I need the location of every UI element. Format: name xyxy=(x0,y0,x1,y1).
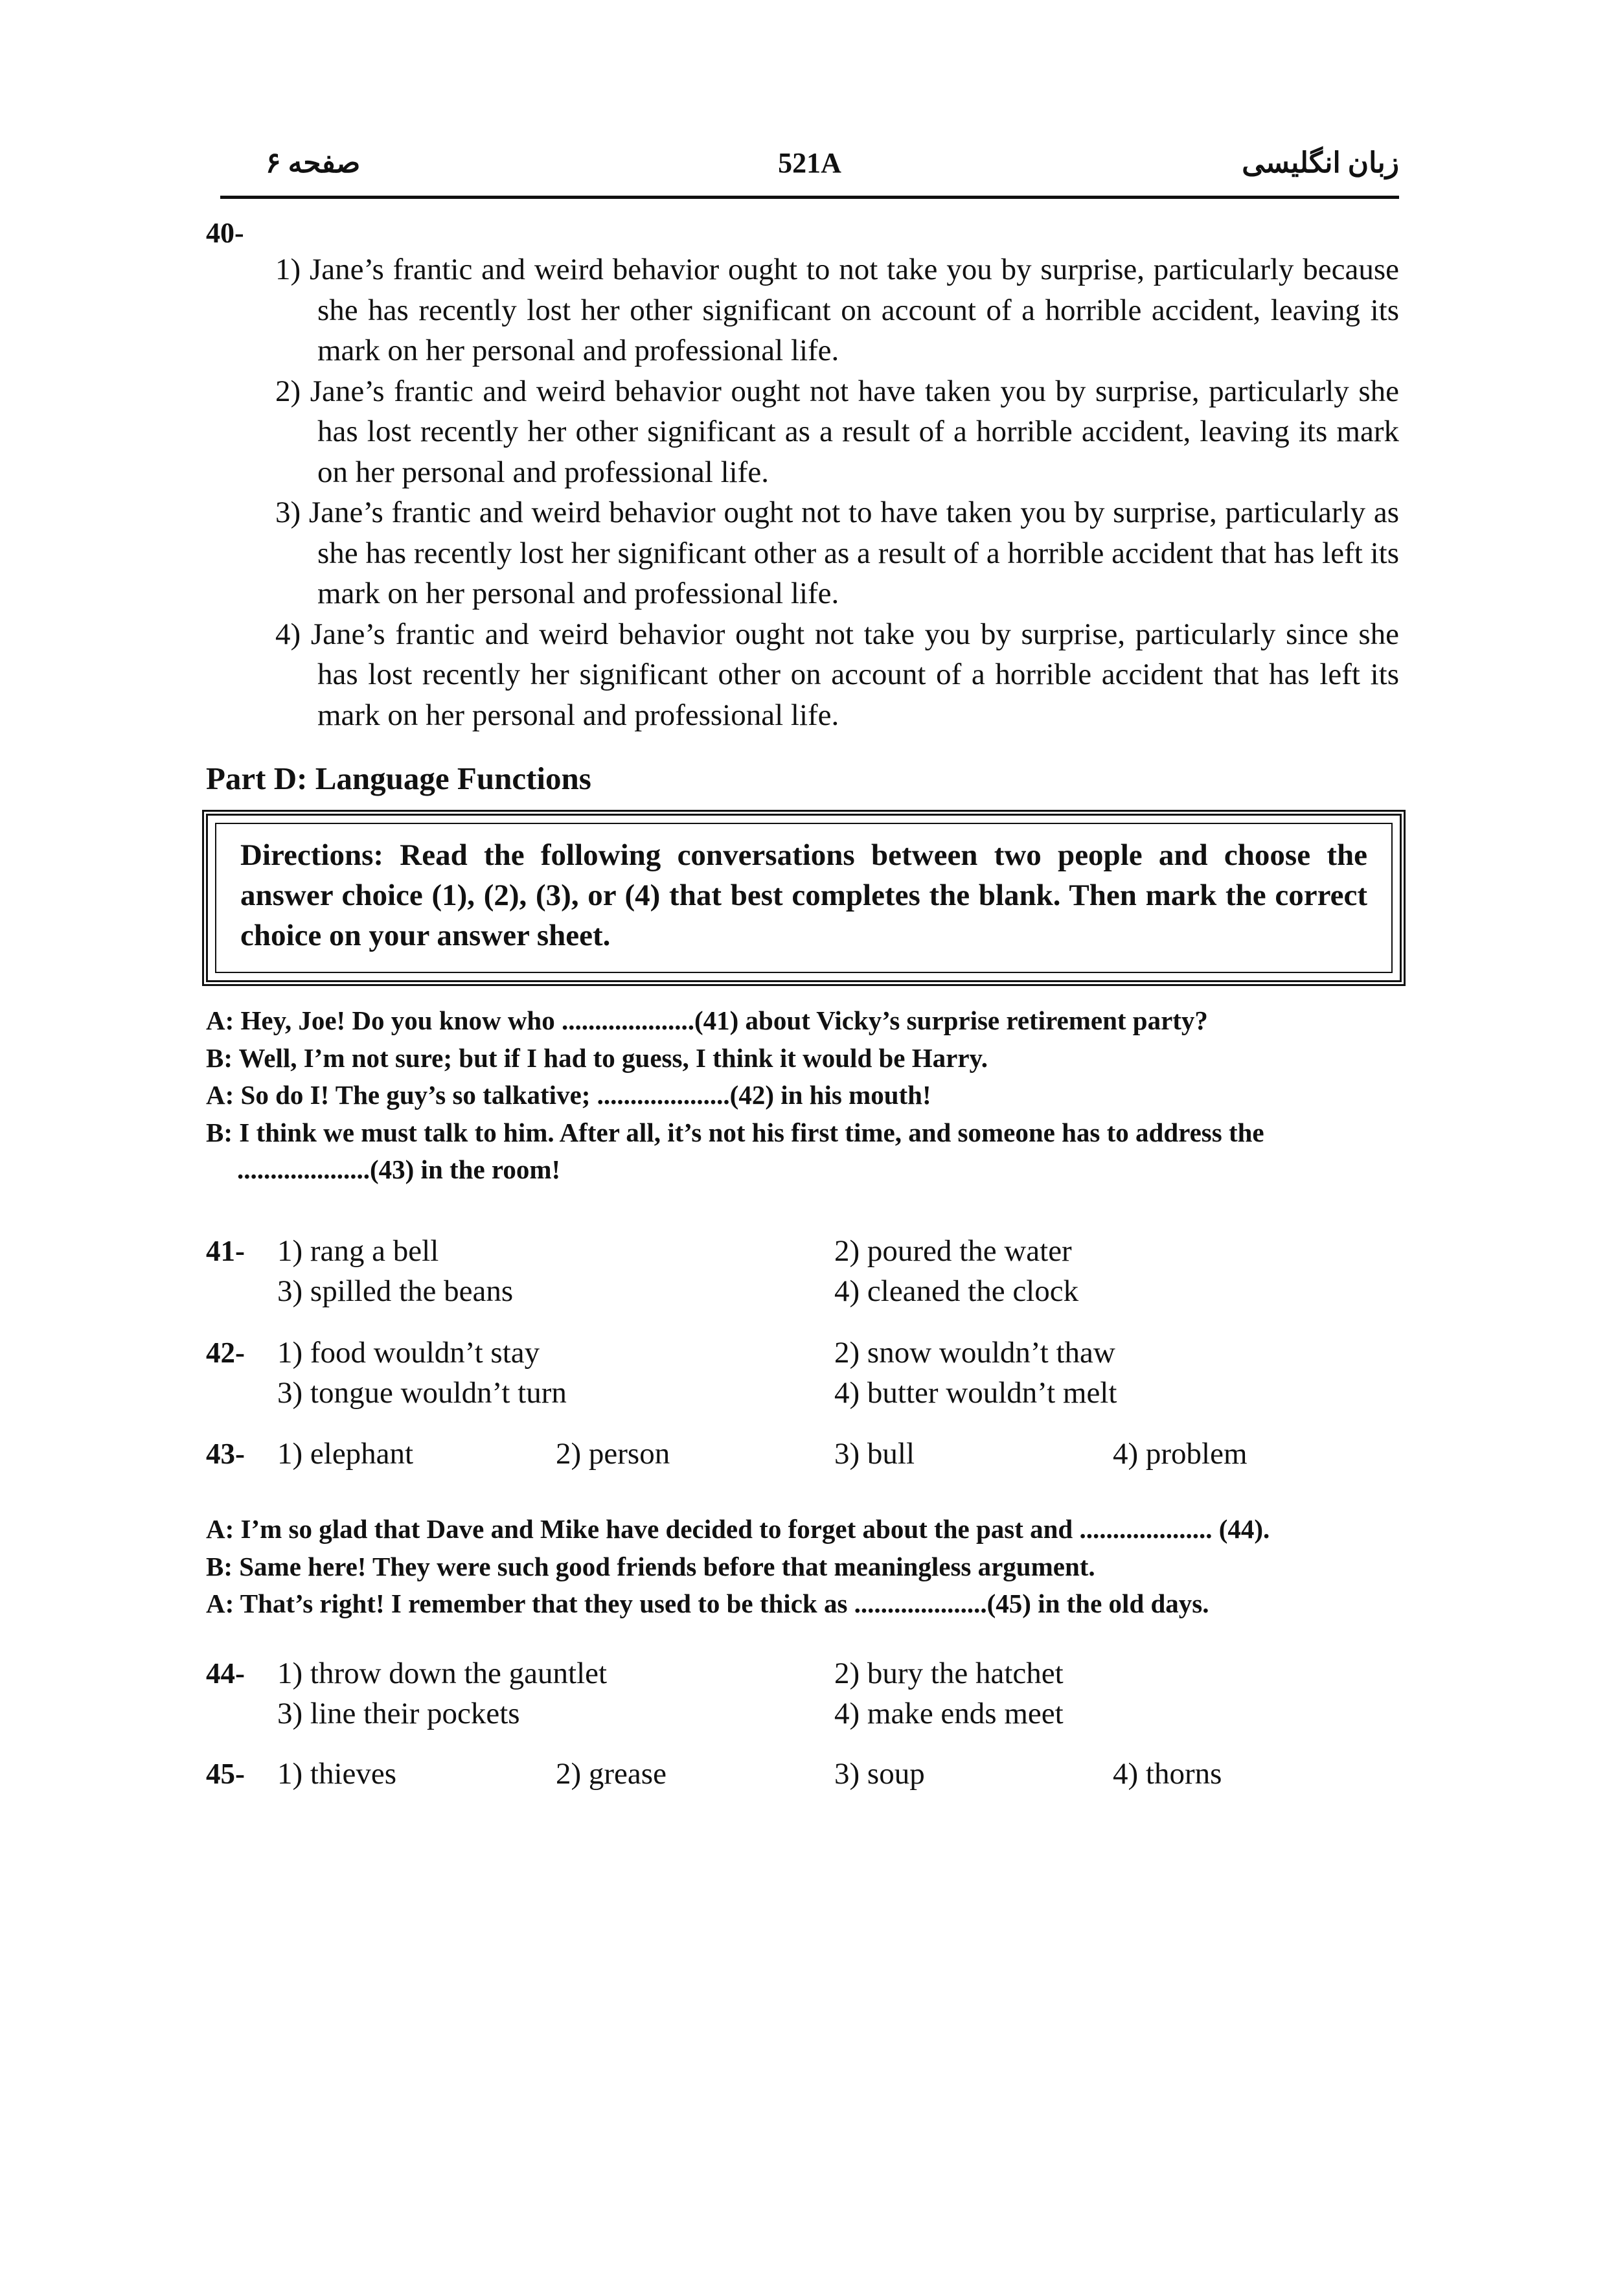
q43-option-3: 3) bull xyxy=(834,1437,915,1471)
subject-title: زبان انگلیسی xyxy=(1242,147,1399,179)
question-number-45: 45- xyxy=(206,1758,245,1790)
q43-option-1: 1) elephant xyxy=(277,1437,414,1471)
q44-option-2: 2) bury the hatchet xyxy=(834,1657,1064,1690)
q44-option-3: 3) line their pockets xyxy=(277,1697,520,1730)
q44-option-1: 1) throw down the gauntlet xyxy=(277,1657,608,1690)
q42-option-2: 2) snow wouldn’t thaw xyxy=(834,1336,1115,1370)
dialogue-line: B: I think we must talk to him. After all, it’s not his first time, and someone has to address the xyxy=(206,1117,1264,1147)
conversation-2 xyxy=(206,1511,1399,1623)
dialogue-line: B: Same here! They were such good friends before that meaningless argument. xyxy=(206,1551,1095,1581)
q45-option-2: 2) grease xyxy=(556,1757,667,1791)
page-number-label: صفحه ۶ xyxy=(266,147,361,179)
question-number-43: 43- xyxy=(206,1438,245,1470)
conversation-1 xyxy=(206,1002,1399,1189)
q40-option-2: 2) Jane’s frantic and weird behavior ought not have taken you by surprise, particularly she has lost recently her other significant as a result of a horrible accident, leaving its mark on her personal and professional life. xyxy=(275,374,1399,489)
dialogue-line: B: Well, I’m not sure; but if I had to guess, I think it would be Harry. xyxy=(206,1042,988,1073)
dialogue-line-continuation: ....................(43) in the room! xyxy=(237,1154,561,1184)
directions-box xyxy=(202,810,1406,986)
directions-text: Directions: Read the following conversations between two people and choose the answer choice (1), (2), (3), or (4) that best completes the blank. Then mark the correct choice on your answer sheet. xyxy=(240,838,1367,952)
page-header xyxy=(220,144,1399,189)
question-number-40: 40- xyxy=(206,217,244,249)
q44-option-4: 4) make ends meet xyxy=(834,1697,1064,1730)
q41-option-1: 1) rang a bell xyxy=(277,1234,439,1268)
q43-option-4: 4) problem xyxy=(1113,1437,1248,1471)
section-title: Part D: Language Functions xyxy=(206,761,591,796)
q40-option-3: 3) Jane’s frantic and weird behavior ought not to have taken you by surprise, particularly as she has recently lost her significant other as a result of a horrible accident that has left its mark on her personal and professional life. xyxy=(275,496,1399,610)
q45-option-4: 4) thorns xyxy=(1113,1757,1222,1791)
q40-option-1: 1) Jane’s frantic and weird behavior ought to not take you by surprise, particularly because she has recently lost her other significant on account of a horrible accident, leaving its mark on her personal and professional life. xyxy=(275,253,1399,367)
q40-option-4: 4) Jane’s frantic and weird behavior ought not take you by surprise, particularly since she has lost recently her significant other on account of a horrible accident that has left its mark on her personal and professional life. xyxy=(275,617,1399,732)
header-divider xyxy=(220,196,1399,199)
question-40-options xyxy=(275,249,1399,735)
dialogue-line: A: Hey, Joe! Do you know who ....................(41) about Vicky’s surprise retirement party? xyxy=(206,1005,1208,1035)
dialogue-line: A: So do I! The guy’s so talkative; ....................(42) in his mouth! xyxy=(206,1080,931,1110)
question-number-41: 41- xyxy=(206,1235,245,1267)
exam-code: 521A xyxy=(778,147,841,179)
q42-option-1: 1) food wouldn’t stay xyxy=(277,1336,540,1370)
dialogue-line: A: I’m so glad that Dave and Mike have decided to forget about the past and .................... (44). xyxy=(206,1514,1270,1544)
q41-option-2: 2) poured the water xyxy=(834,1234,1072,1268)
q45-option-1: 1) thieves xyxy=(277,1757,397,1791)
q43-option-2: 2) person xyxy=(556,1437,670,1471)
q42-option-3: 3) tongue wouldn’t turn xyxy=(277,1376,567,1410)
q45-option-3: 3) soup xyxy=(834,1757,925,1791)
question-number-42: 42- xyxy=(206,1337,245,1369)
question-number-44: 44- xyxy=(206,1657,245,1690)
q41-option-3: 3) spilled the beans xyxy=(277,1274,514,1308)
q41-option-4: 4) cleaned the clock xyxy=(834,1274,1079,1308)
q42-option-4: 4) butter wouldn’t melt xyxy=(834,1376,1117,1410)
dialogue-line: A: That’s right! I remember that they used to be thick as ....................(45) in the old days. xyxy=(206,1589,1209,1618)
